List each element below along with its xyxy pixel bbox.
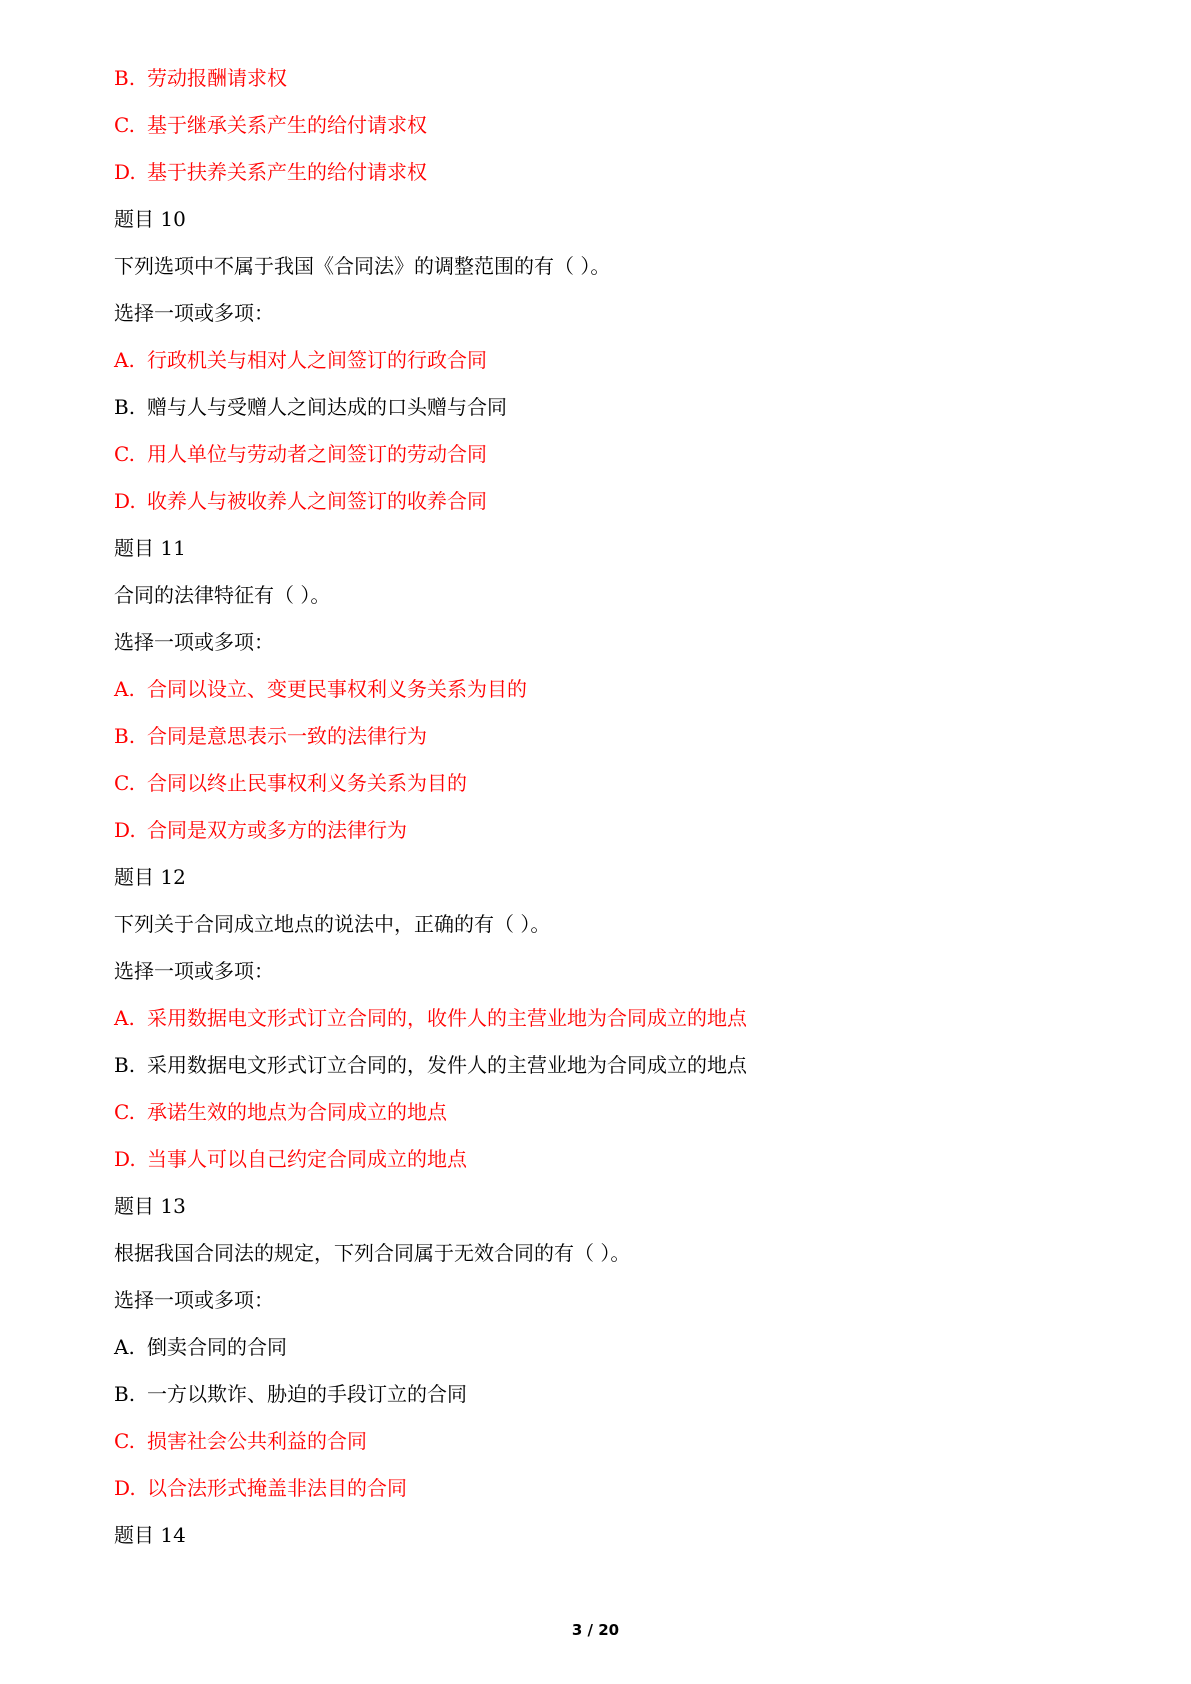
option-letter: B. xyxy=(114,66,136,90)
line-text: 题目 13 xyxy=(114,1194,186,1218)
option-letter: C. xyxy=(114,1100,135,1124)
question-text xyxy=(114,205,186,233)
answer-option xyxy=(114,440,487,468)
line-text: 题目 14 xyxy=(114,1523,186,1547)
question-text xyxy=(114,1239,630,1267)
line-text: 选择一项或多项： xyxy=(114,301,274,325)
option-text: 倒卖合同的合同 xyxy=(147,1335,287,1359)
option-text: 合同是意思表示一致的法律行为 xyxy=(147,724,427,748)
answer-option xyxy=(114,675,527,703)
option-text: 承诺生效的地点为合同成立的地点 xyxy=(147,1100,447,1124)
option-letter: B. xyxy=(114,1382,136,1406)
option-letter: D. xyxy=(114,1147,136,1171)
line-text: 题目 12 xyxy=(114,865,186,889)
option-text: 当事人可以自己约定合同成立的地点 xyxy=(147,1147,467,1171)
line-text: 下列选项中不属于我国《合同法》的调整范围的有（ ）。 xyxy=(114,254,611,278)
answer-option xyxy=(114,346,487,374)
answer-option xyxy=(114,1427,367,1455)
question-text xyxy=(114,1192,186,1220)
option-letter: C. xyxy=(114,771,135,795)
option-letter: B. xyxy=(114,724,136,748)
question-text xyxy=(114,1286,274,1314)
line-text: 根据我国合同法的规定，下列合同属于无效合同的有（ ）。 xyxy=(114,1241,631,1265)
option-letter: A. xyxy=(114,1335,135,1359)
option-text: 一方以欺诈、胁迫的手段订立的合同 xyxy=(147,1382,467,1406)
line-text: 选择一项或多项： xyxy=(114,630,274,654)
option-text: 收养人与被收养人之间签订的收养合同 xyxy=(147,489,487,513)
option-letter: A. xyxy=(114,348,135,372)
answer-option xyxy=(114,1145,467,1173)
option-letter: D. xyxy=(114,160,136,184)
option-text: 损害社会公共利益的合同 xyxy=(147,1429,367,1453)
question-text xyxy=(114,910,550,938)
line-text: 选择一项或多项： xyxy=(114,959,274,983)
option-text: 行政机关与相对人之间签订的行政合同 xyxy=(147,348,487,372)
answer-option xyxy=(114,1380,467,1408)
option-text: 基于扶养关系产生的给付请求权 xyxy=(147,160,427,184)
answer-option xyxy=(114,1333,287,1361)
option-text: 劳动报酬请求权 xyxy=(147,66,287,90)
option-letter: B. xyxy=(114,395,136,419)
answer-option xyxy=(114,816,407,844)
answer-option xyxy=(114,64,287,92)
option-letter: C. xyxy=(114,442,135,466)
question-text xyxy=(114,863,186,891)
option-letter: D. xyxy=(114,818,136,842)
question-text xyxy=(114,581,330,609)
option-letter: A. xyxy=(114,677,135,701)
line-text: 题目 10 xyxy=(114,207,186,231)
answer-option xyxy=(114,1051,747,1079)
option-letter: D. xyxy=(114,489,136,513)
question-text xyxy=(114,628,274,656)
option-letter: C. xyxy=(114,113,135,137)
option-text: 采用数据电文形式订立合同的，发件人的主营业地为合同成立的地点 xyxy=(147,1053,747,1077)
answer-option xyxy=(114,722,427,750)
option-letter: A. xyxy=(114,1006,135,1030)
line-text: 选择一项或多项： xyxy=(114,1288,274,1312)
answer-option xyxy=(114,393,507,421)
answer-option xyxy=(114,111,427,139)
line-text: 题目 11 xyxy=(114,536,186,560)
option-text: 以合法形式掩盖非法目的合同 xyxy=(147,1476,407,1500)
option-text: 基于继承关系产生的给付请求权 xyxy=(147,113,427,137)
question-text xyxy=(114,534,186,562)
page-number: 3 / 20 xyxy=(571,1621,620,1639)
answer-option xyxy=(114,487,487,515)
answer-option xyxy=(114,1098,447,1126)
question-text xyxy=(114,1521,186,1549)
option-text: 采用数据电文形式订立合同的，收件人的主营业地为合同成立的地点 xyxy=(147,1006,747,1030)
option-letter: B. xyxy=(114,1053,136,1077)
answer-option xyxy=(114,769,467,797)
option-text: 合同以终止民事权利义务关系为目的 xyxy=(147,771,467,795)
answer-option xyxy=(114,1004,747,1032)
question-text xyxy=(114,299,274,327)
question-text xyxy=(114,957,274,985)
line-text: 合同的法律特征有（ ）。 xyxy=(114,583,331,607)
option-text: 合同是双方或多方的法律行为 xyxy=(147,818,407,842)
option-text: 赠与人与受赠人之间达成的口头赠与合同 xyxy=(147,395,507,419)
option-letter: C. xyxy=(114,1429,135,1453)
line-text: 下列关于合同成立地点的说法中，正确的有（ ）。 xyxy=(114,912,551,936)
option-text: 用人单位与劳动者之间签订的劳动合同 xyxy=(147,442,487,466)
option-letter: D. xyxy=(114,1476,136,1500)
answer-option xyxy=(114,1474,407,1502)
answer-option xyxy=(114,158,427,186)
option-text: 合同以设立、变更民事权利义务关系为目的 xyxy=(147,677,527,701)
question-text xyxy=(114,252,610,280)
